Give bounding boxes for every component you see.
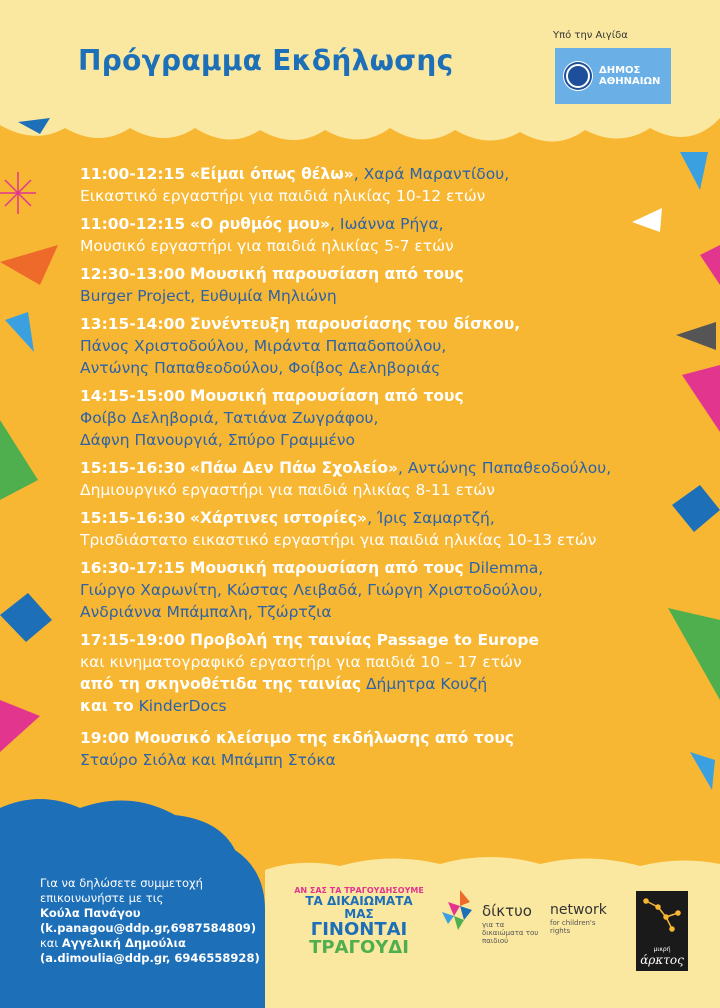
- item-description: Πάνος Χριστοδούλου, Μιράντα Παπαδοπούλου,: [80, 337, 447, 355]
- municipality-logo: [555, 48, 671, 104]
- item-description: Φοίβο Δεληβοριά, Τατιάνα Ζωγράφου,: [80, 409, 379, 427]
- item-description: Γιώργο Χαρωνίτη, Κώστας Λειβαδά, Γιώργη Χριστοδούλου,: [80, 581, 543, 599]
- item-description: Σταύρο Σιόλα και Μπάμπη Στόκα: [80, 751, 336, 769]
- network-name-gr: δίκτυο: [482, 902, 532, 920]
- campaign-logo: [294, 886, 424, 957]
- confetti: [700, 245, 720, 285]
- item-description: Δημιουργικό εργαστήρι για παιδιά ηλικίας 8-11 ετών: [80, 481, 495, 499]
- item-names: , Ιωάννα Ρήγα,: [330, 215, 444, 233]
- item-title: Συνέντευξη παρουσίασης του δίσκου,: [190, 315, 521, 333]
- confetti: [0, 700, 40, 752]
- schedule-item: [80, 557, 690, 623]
- item-time: 17:15-19:00: [80, 631, 186, 649]
- campaign-line: ΑΝ ΣΑΣ ΤΑ ΤΡΑΓΟΥΔΗΣΟΥΜΕ: [294, 886, 424, 895]
- network-name-en: network: [550, 902, 607, 918]
- item-time: 12:30-13:00: [80, 265, 186, 283]
- schedule-item: [80, 727, 690, 771]
- item-title: «Είμαι όπως θέλω»: [190, 165, 354, 183]
- item-names: Dilemma,: [463, 559, 544, 577]
- item-names: , Αντώνης Παπαθεοδούλου,: [398, 459, 612, 477]
- contact-info: [40, 876, 270, 966]
- item-description: Ανδριάννα Μπάμπαλη, Τζώρτζια: [80, 603, 332, 621]
- item-title: «Χάρτινες ιστορίες»: [190, 509, 368, 527]
- constellation-icon: [636, 891, 688, 941]
- schedule-item: [80, 385, 690, 451]
- item-title: «Ο ρυθμός μου»: [190, 215, 331, 233]
- confetti: [0, 420, 38, 500]
- contact-person: Κούλα Πανάγου: [40, 906, 141, 920]
- schedule-item: [80, 163, 690, 207]
- item-time: 15:15-16:30: [80, 509, 186, 527]
- item-time: 13:15-14:00: [80, 315, 186, 333]
- municipality-name-2: ΑΘΗΝΑΙΩΝ: [599, 76, 661, 87]
- confetti: [5, 312, 34, 352]
- network-subtitle-en: for children's rights: [550, 919, 596, 935]
- item-time: 15:15-16:30: [80, 459, 186, 477]
- contact-and: και: [40, 936, 59, 950]
- item-description: Δάφνη Πανουργιά, Σπύρο Γραμμένο: [80, 431, 356, 449]
- item-time: 19:00: [80, 729, 130, 747]
- contact-line: επικοινωνήστε με τις: [40, 891, 164, 905]
- item-description: Εικαστικό εργαστήρι για παιδιά ηλικίας 10-12 ετών: [80, 187, 486, 205]
- item-title: «Πάω Δεν Πάω Σχολείο»: [190, 459, 398, 477]
- contact-person: Αγγελική Δημούλια: [61, 936, 186, 950]
- network-logo: [440, 888, 615, 948]
- item-description: και κινηματογραφικό εργαστήρι για παιδιά 10 – 17 ετών: [80, 653, 522, 671]
- confetti: [0, 593, 52, 642]
- item-description-bold: από τη σκηνοθέτιδα της ταινίας: [80, 675, 362, 693]
- schedule-item: [80, 629, 690, 717]
- seal-icon: [563, 61, 593, 91]
- arktos-label: άρκτος: [640, 953, 684, 967]
- confetti: [690, 752, 715, 790]
- item-names: KinderDocs: [133, 697, 227, 715]
- network-kite-icon: [440, 888, 480, 938]
- item-time: 11:00-12:15: [80, 165, 186, 183]
- item-names: , Ίρις Σαμαρτζή,: [367, 509, 495, 527]
- contact-details: (k.panagou@ddp.gr,6987584809): [40, 921, 256, 935]
- item-description: Burger Project, Ευθυμία Μηλιώνη: [80, 287, 337, 305]
- campaign-line: ΤΑ ΔΙΚΑΙΩΜΑΤΑ ΜΑΣ: [305, 894, 413, 921]
- campaign-line: ΓΙΝΟΝΤΑΙ: [310, 919, 408, 940]
- confetti: [0, 245, 58, 285]
- item-names: Δήμητρα Κουζή: [361, 675, 488, 693]
- arktos-logo: [636, 891, 688, 971]
- auspices-label: Υπό την Αιγίδα: [553, 30, 628, 41]
- schedule-item: [80, 213, 690, 257]
- schedule-item: [80, 457, 690, 501]
- item-time: 11:00-12:15: [80, 215, 186, 233]
- campaign-line: ΤΡΑΓΟΥΔΙ: [309, 937, 409, 958]
- schedule-item: [80, 313, 690, 379]
- item-title: Μουσική παρουσίαση από τους: [190, 265, 464, 283]
- contact-line: Για να δηλώσετε συμμετοχή: [40, 876, 203, 890]
- contact-details: (a.dimoulia@ddp.gr, 6946558928): [40, 951, 260, 965]
- item-time: 14:15-15:00: [80, 387, 186, 405]
- item-title: Προβολή της ταινίας Passage to Europe: [190, 631, 539, 649]
- municipality-name-1: ΔΗΜΟΣ: [599, 65, 641, 76]
- schedule-list: [80, 163, 690, 777]
- item-names: , Χαρά Μαραντίδου,: [353, 165, 510, 183]
- item-title: Μουσική παρουσίαση από τους: [190, 387, 464, 405]
- item-time: 16:30-17:15: [80, 559, 186, 577]
- item-title: Μουσική παρουσίαση από τους: [190, 559, 464, 577]
- item-description: Μουσικό εργαστήρι για παιδιά ηλικίας 5-7 ετών: [80, 237, 454, 255]
- schedule-item: [80, 263, 690, 307]
- item-description: Τρισδιάστατο εικαστικό εργαστήρι για παιδιά ηλικίας 10-13 ετών: [80, 531, 597, 549]
- arktos-small-label: μικρή: [653, 946, 671, 953]
- page-title: Πρόγραμμα Εκδήλωσης: [78, 44, 454, 77]
- schedule-item: [80, 507, 690, 551]
- network-subtitle-gr: για τα δικαιώματα του παιδιού: [482, 921, 539, 945]
- item-title: Μουσικό κλείσιμο της εκδήλωσης από τους: [134, 729, 514, 747]
- item-description-bold: και το: [80, 697, 134, 715]
- sparkle-icon: [0, 172, 36, 214]
- item-description: Αντώνης Παπαθεοδούλου, Φοίβος Δεληβοριάς: [80, 359, 441, 377]
